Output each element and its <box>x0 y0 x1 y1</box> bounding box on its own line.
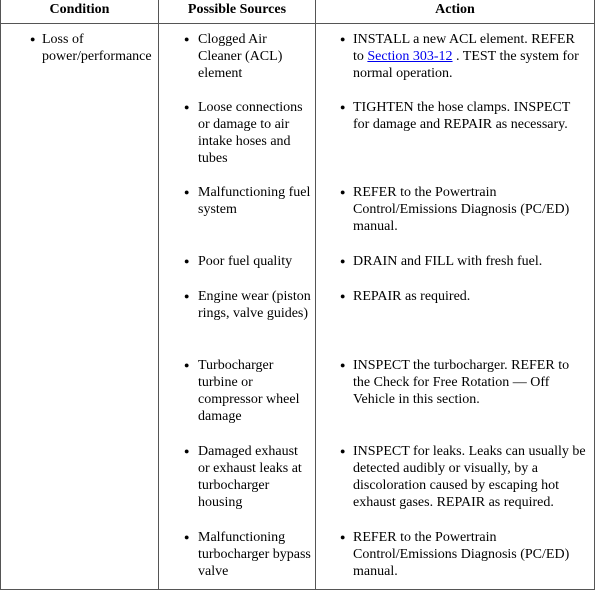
bullet-icon: ● <box>340 291 346 301</box>
source-text: Poor fuel quality <box>198 254 293 269</box>
action-text: INSPECT for leaks. Leaks can usually be detected audibly or visually, by a discoloration caused by escaping hot exhaust gases. REPAIR as required. <box>353 444 586 510</box>
bullet-icon: ● <box>184 291 190 301</box>
bullet-icon: ● <box>340 102 346 112</box>
action-text: INSTALL a new ACL element. REFER to <box>353 32 575 64</box>
condition-text: Loss of power/performance <box>42 32 152 64</box>
header-action: Action <box>316 0 595 24</box>
action-text: REFER to the Powertrain Control/Emissions Diagnosis (PC/ED) manual. <box>353 530 570 579</box>
action-text: INSPECT the turbocharger. REFER to the Check for Free Rotation — Off Vehicle in this section. <box>353 358 570 407</box>
source-text: Clogged Air Cleaner (ACL) element <box>198 32 283 81</box>
bullet-icon: ● <box>184 256 190 266</box>
bullet-icon: ● <box>184 34 190 44</box>
table-header-row <box>1 0 595 24</box>
list-item <box>316 99 594 184</box>
header-possible-sources: Possible Sources <box>159 0 316 24</box>
bullet-icon: ● <box>184 360 190 370</box>
action-text: REPAIR as required. <box>353 289 471 304</box>
list-item <box>159 31 315 99</box>
source-text: Damaged exhaust or exhaust leaks at turbocharger housing <box>198 444 302 510</box>
section-303-12-link[interactable]: Section 303-12 <box>367 49 453 64</box>
bullet-icon: ● <box>340 360 346 370</box>
bullet-icon: ● <box>340 34 346 44</box>
action-text: DRAIN and FILL with fresh fuel. <box>353 254 543 269</box>
source-text: Turbocharger turbine or compressor wheel damage <box>198 358 300 424</box>
list-item <box>316 529 594 589</box>
action-text: TIGHTEN the hose clamps. INSPECT for damage and REPAIR as necessary. <box>353 100 571 132</box>
bullet-icon: ● <box>184 102 190 112</box>
bullet-icon: ● <box>340 256 346 266</box>
bullet-icon: ● <box>30 34 36 44</box>
list-item <box>316 31 594 99</box>
table-row <box>1 24 595 590</box>
source-text: Loose connections or damage to air intake hoses and tubes <box>198 100 303 166</box>
bullet-icon: ● <box>184 532 190 542</box>
action-text-continued: . TEST the system for normal operation. <box>353 49 579 81</box>
bullet-icon: ● <box>184 446 190 456</box>
header-condition: Condition <box>1 0 159 24</box>
action-cell <box>316 24 595 590</box>
bullet-icon: ● <box>340 187 346 197</box>
list-item <box>159 357 315 443</box>
action-text: REFER to the Powertrain Control/Emissions Diagnosis (PC/ED) manual. <box>353 185 570 234</box>
source-text: Engine wear (piston rings, valve guides) <box>198 289 311 321</box>
list-item <box>159 443 315 529</box>
source-text: Malfunctioning fuel system <box>198 185 311 217</box>
list-item <box>159 184 315 253</box>
list-item <box>316 357 594 443</box>
list-item <box>159 253 315 288</box>
list-item <box>316 184 594 253</box>
bullet-icon: ● <box>340 446 346 456</box>
condition-item <box>1 31 158 65</box>
possible-sources-cell <box>159 24 316 590</box>
list-item <box>316 288 594 357</box>
list-item <box>159 529 315 589</box>
source-text: Malfunctioning turbocharger bypass valve <box>198 530 311 579</box>
bullet-icon: ● <box>184 187 190 197</box>
list-item <box>316 443 594 529</box>
list-item <box>159 288 315 357</box>
bullet-icon: ● <box>340 532 346 542</box>
list-item <box>159 99 315 184</box>
condition-cell <box>1 24 159 590</box>
list-item <box>316 253 594 288</box>
